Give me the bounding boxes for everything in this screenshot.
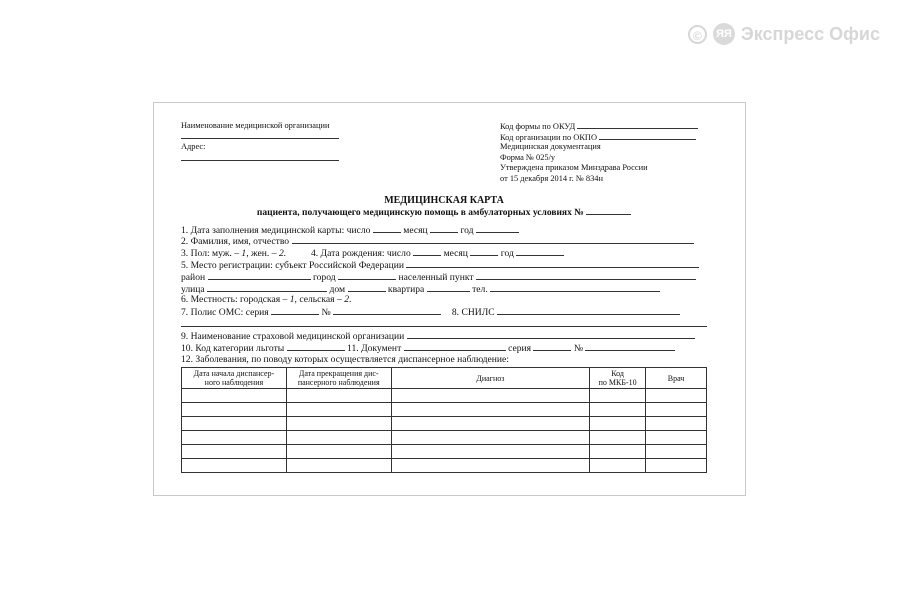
settlement-label: населенный пункт	[398, 271, 474, 283]
region-field[interactable]	[406, 259, 699, 268]
birth-year-field[interactable]	[516, 247, 564, 256]
number-sign: №	[573, 342, 584, 354]
okpo-row	[500, 132, 705, 143]
header-right	[500, 121, 705, 185]
copyright-icon: ©	[688, 25, 707, 44]
insurer-label: 9. Наименование страховой медицинской организации	[181, 330, 405, 342]
table-row	[182, 431, 707, 445]
col-icd10: Код по МКБ-10	[590, 368, 646, 389]
sex-female-label: жен. –	[251, 248, 277, 260]
table-header-row	[182, 368, 707, 389]
sex-female-code: 2.	[278, 248, 287, 260]
col-start-date: Дата начала диспансер- ного наблюдения	[182, 368, 287, 389]
org-name-label: Наименование медицинской организации	[181, 121, 330, 130]
table-row	[182, 389, 707, 403]
col-diagnosis: Диагноз	[391, 368, 590, 389]
field-5-street	[181, 283, 707, 295]
benefit-code-label: 10. Код категории льготы	[181, 342, 285, 354]
card-subtitle: пациента, получающего медицинскую помощь в амбулаторных условиях №	[256, 207, 584, 218]
sex-label: 3. Пол: муж. –	[181, 248, 240, 260]
field-1	[181, 224, 707, 236]
locality-rural-code: 2	[344, 294, 349, 306]
form-number: Форма № 025/у	[500, 152, 556, 162]
series-label: серия	[508, 342, 532, 354]
document-series-field[interactable]	[533, 342, 571, 351]
snils-label: 8. СНИЛС	[451, 307, 495, 319]
approved-by: Утверждена приказом Минздрава России	[500, 163, 648, 173]
field-9	[181, 330, 707, 342]
field-5-district	[181, 271, 707, 283]
house-label: дом	[329, 283, 346, 295]
watermark	[688, 20, 880, 48]
field-10-11	[181, 342, 707, 354]
year-label: год	[500, 248, 514, 260]
oms-policy-label: 7. Полис ОМС: серия	[181, 307, 269, 319]
field-2	[181, 235, 707, 247]
oms-series-field[interactable]	[271, 306, 319, 315]
form-sheet	[153, 102, 746, 496]
table-row	[182, 417, 707, 431]
locality-urban-code: 1	[289, 294, 295, 306]
document-label: 11. Документ	[347, 342, 402, 354]
form-fields	[181, 224, 707, 366]
birth-day-field[interactable]	[413, 247, 441, 256]
apartment-field[interactable]	[427, 283, 470, 292]
diagnosis-table	[181, 367, 707, 473]
district-field[interactable]	[208, 271, 311, 280]
extra-line	[181, 318, 707, 327]
doc-type: Медицинская документация	[500, 142, 601, 152]
phone-label: тел.	[472, 283, 488, 295]
phone-field[interactable]	[490, 283, 660, 292]
org-name-line	[181, 132, 339, 139]
full-name-field[interactable]	[292, 235, 694, 244]
okud-row	[500, 121, 705, 132]
table-row	[182, 459, 707, 473]
locality-rural-label: , сельская –	[294, 294, 342, 306]
snils-field[interactable]	[497, 306, 680, 315]
col-doctor: Врач	[646, 368, 707, 389]
fill-year-field[interactable]	[476, 224, 519, 233]
col-end-date: Дата прекращения дис- пансерного наблюдения	[286, 368, 391, 389]
document-number-field[interactable]	[585, 342, 675, 351]
brand-name: Экспресс Офис	[740, 23, 880, 44]
card-subtitle-row	[181, 207, 707, 219]
card-title: МЕДИЦИНСКАЯ КАРТА	[384, 194, 504, 206]
address-label: Адрес:	[181, 141, 206, 151]
district-label: район	[181, 271, 206, 283]
benefit-code-field[interactable]	[287, 342, 345, 351]
field-12: 12. Заболевания, по поводу которых осуществляется диспансерное наблюдение:	[181, 353, 509, 365]
table-row	[182, 445, 707, 459]
sex-male-code: 1,	[241, 248, 249, 260]
full-name-label: 2. Фамилия, имя, отчество	[181, 236, 290, 248]
field-5	[181, 259, 707, 271]
city-label: город	[312, 271, 336, 283]
birth-date-label: 4. Дата рождения: число	[310, 248, 411, 260]
fill-date-label: 1. Дата заполнения медицинской карты: число	[181, 224, 371, 236]
city-field[interactable]	[338, 271, 396, 280]
settlement-field[interactable]	[476, 271, 696, 280]
brand-logo-icon: ЯЯ	[713, 23, 735, 45]
insurer-field[interactable]	[407, 330, 695, 339]
fill-month-field[interactable]	[430, 224, 458, 233]
locality-label: 6. Местность: городская –	[181, 294, 288, 306]
okpo-label: Код организации по ОКПО	[500, 132, 598, 142]
field-6: 6. Местность: городская – 1, сельская – 2.	[181, 294, 352, 306]
fill-day-field[interactable]	[373, 224, 401, 233]
form-025u	[181, 121, 707, 473]
street-label: улица	[181, 283, 205, 295]
year-label: год	[460, 224, 474, 236]
month-label: месяц	[403, 224, 428, 236]
card-number-field[interactable]	[586, 207, 631, 215]
form-header	[181, 121, 707, 185]
month-label: месяц	[443, 248, 468, 260]
birth-month-field[interactable]	[470, 247, 498, 256]
document-field[interactable]	[404, 342, 506, 351]
address-line	[181, 154, 339, 161]
okud-label: Код формы по ОКУД	[500, 122, 576, 131]
number-sign: №	[321, 307, 331, 319]
registration-label: 5. Место регистрации: субъект Российской Федерации	[181, 259, 405, 271]
field-3-4	[181, 247, 707, 259]
field-7-8	[181, 306, 707, 318]
oms-number-field[interactable]	[333, 306, 441, 315]
street-field[interactable]	[207, 283, 327, 292]
table-row	[182, 403, 707, 417]
header-left	[181, 121, 346, 185]
apartment-label: квартира	[387, 283, 425, 295]
house-field[interactable]	[348, 283, 386, 292]
approved-date: от 15 декабря 2014 г. № 834н	[500, 173, 603, 183]
